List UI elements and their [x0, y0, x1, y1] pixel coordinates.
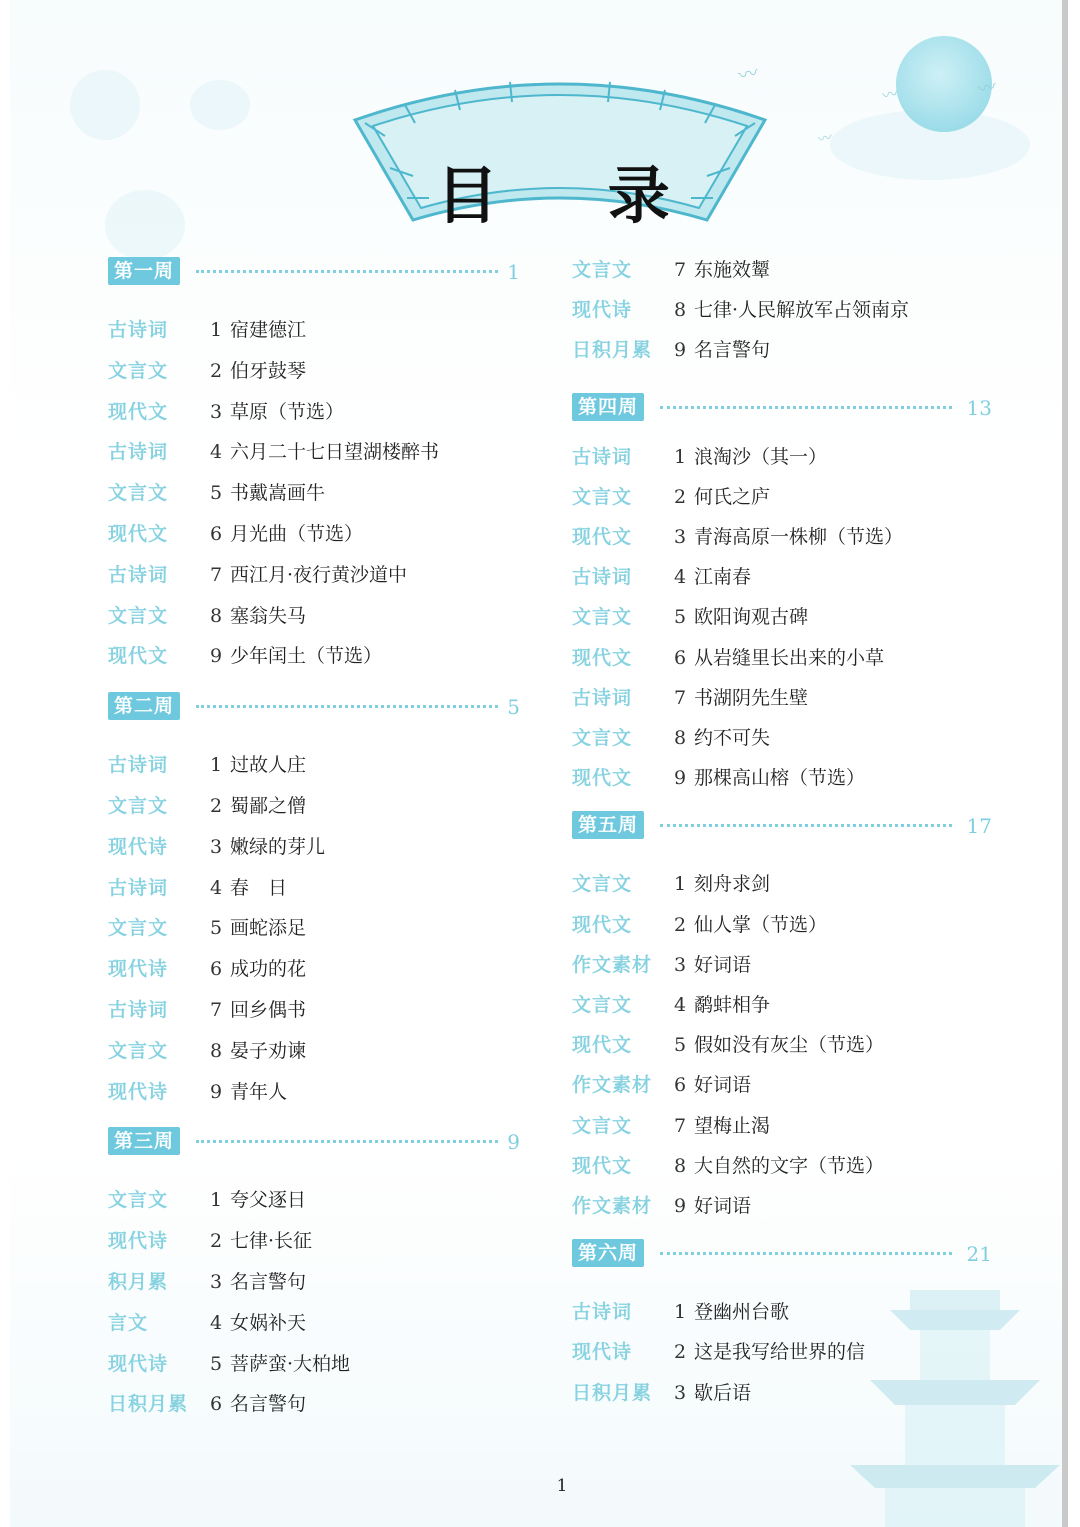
entry-number: 7	[674, 259, 687, 281]
entry-title: 成功的花	[230, 958, 307, 981]
entry-title: 少年闰土（节选）	[230, 645, 383, 668]
entry-number: 1	[210, 319, 223, 341]
category-label: 文言文	[108, 795, 169, 817]
toc-entry[interactable]	[108, 954, 520, 984]
category-label: 现代诗	[108, 958, 169, 981]
entry-number: 8	[210, 1039, 223, 1062]
category-label: 现代诗	[108, 1352, 169, 1375]
entry-title: 青海高原一株柳（节选）	[694, 526, 904, 548]
toc-entry[interactable]	[108, 601, 520, 631]
entry-title: 菩萨蛮·大柏地	[230, 1352, 351, 1375]
category-label: 古诗词	[572, 566, 633, 589]
category-label: 现代文	[572, 1154, 633, 1177]
entry-number: 9	[674, 767, 687, 790]
week-page-number: 9	[507, 1130, 520, 1155]
category-label: 现代文	[572, 1034, 633, 1057]
toc-entry[interactable]	[108, 478, 520, 508]
bird-icon: 〰	[880, 83, 901, 106]
toc-entry[interactable]	[572, 990, 992, 1020]
toc-entry[interactable]	[572, 1337, 992, 1367]
category-label: 言文	[108, 1311, 149, 1334]
toc-entry[interactable]	[108, 1185, 520, 1215]
category-label: 文言文	[572, 259, 633, 281]
toc-entry[interactable]	[572, 442, 992, 472]
week-header[interactable]	[108, 692, 520, 722]
week-header[interactable]	[108, 1127, 520, 1157]
week-header[interactable]	[572, 1239, 992, 1269]
entry-title: 大自然的文字（节选）	[694, 1154, 885, 1177]
toc-entry[interactable]	[572, 1111, 992, 1141]
toc-entry[interactable]	[108, 791, 520, 821]
entry-title: 那棵高山榕（节选）	[694, 767, 866, 790]
entry-title: 从岩缝里长出来的小草	[694, 646, 885, 669]
entry-title: 春 日	[230, 876, 288, 899]
entry-number: 6	[210, 1393, 223, 1416]
toc-entry[interactable]	[108, 1389, 520, 1419]
entry-number: 7	[674, 1114, 687, 1137]
toc-entry[interactable]	[108, 750, 520, 780]
category-label: 积月累	[108, 1271, 169, 1293]
toc-entry[interactable]	[572, 1151, 992, 1181]
entry-title: 画蛇添足	[230, 917, 307, 940]
entry-number: 3	[674, 1381, 687, 1404]
entry-number: 5	[674, 1034, 687, 1057]
entry-number: 4	[210, 876, 223, 899]
category-label: 古诗词	[108, 876, 169, 899]
entry-title: 好词语	[694, 1074, 752, 1097]
week-header[interactable]	[572, 811, 992, 841]
entry-number: 1	[210, 1189, 223, 1212]
toc-page	[10, 0, 1068, 1527]
toc-entry[interactable]	[572, 562, 992, 592]
toc-entry[interactable]	[572, 910, 992, 940]
toc-entry[interactable]	[108, 315, 520, 345]
entry-title: 仙人掌（节选）	[694, 913, 828, 936]
toc-entry[interactable]	[108, 519, 520, 549]
category-label: 文言文	[108, 917, 169, 940]
entry-number: 2	[210, 359, 223, 382]
entry-title: 登幽州台歌	[694, 1301, 790, 1324]
category-label: 现代文	[108, 400, 169, 423]
category-label: 古诗词	[108, 563, 169, 586]
toc-entry[interactable]	[572, 643, 992, 673]
entry-title: 东施效颦	[694, 259, 771, 281]
toc-entry[interactable]	[108, 832, 520, 862]
category-label: 古诗词	[572, 1301, 633, 1324]
entry-number: 9	[674, 339, 687, 362]
entry-number: 1	[674, 873, 687, 896]
category-label: 文言文	[108, 359, 169, 382]
toc-entry[interactable]	[572, 335, 992, 365]
entry-title: 过故人庄	[230, 754, 307, 777]
entry-title: 蜀鄙之僧	[230, 795, 307, 817]
leader-dots	[196, 270, 498, 273]
entry-number: 1	[674, 1301, 687, 1324]
entry-number: 3	[210, 1271, 223, 1293]
bird-icon: 〰	[976, 76, 999, 101]
toc-entry[interactable]	[108, 995, 520, 1025]
week-header[interactable]	[108, 257, 520, 287]
entry-title: 名言警句	[230, 1271, 307, 1293]
category-label: 现代文	[108, 645, 169, 668]
entry-title: 塞翁失马	[230, 604, 307, 627]
entry-number: 6	[210, 958, 223, 981]
entry-title: 夸父逐日	[230, 1189, 307, 1212]
entry-number: 5	[210, 482, 223, 505]
entry-number: 5	[674, 606, 687, 629]
category-label: 文言文	[572, 873, 633, 896]
entry-number: 9	[674, 1195, 687, 1217]
week-badge: 第四周	[572, 393, 644, 421]
week-badge: 第二周	[108, 692, 180, 720]
week-badge: 第一周	[108, 257, 180, 285]
entry-number: 7	[210, 999, 223, 1021]
category-label: 古诗词	[108, 754, 169, 777]
entry-title: 草原（节选）	[230, 400, 345, 423]
category-label: 现代诗	[108, 835, 169, 858]
category-label: 现代文	[572, 526, 633, 548]
category-label: 文言文	[108, 482, 169, 505]
category-label: 作文素材	[572, 1195, 653, 1217]
week-page-number: 1	[507, 260, 520, 284]
cloud-decoration	[105, 190, 185, 260]
entry-title: 西江月·夜行黄沙道中	[230, 563, 408, 586]
toc-entry[interactable]	[572, 723, 992, 753]
category-label: 现代诗	[572, 1341, 633, 1364]
leader-dots	[196, 705, 498, 708]
page-title: 目 录	[436, 159, 714, 232]
entry-title: 宿建德江	[230, 319, 307, 341]
category-label: 古诗词	[108, 319, 169, 341]
cloud-decoration	[190, 80, 250, 130]
page-number: 1	[556, 1476, 568, 1496]
bird-icon: 〰	[816, 129, 834, 149]
entry-number: 8	[210, 604, 223, 627]
toc-entry[interactable]	[572, 950, 992, 980]
category-label: 作文素材	[572, 1074, 653, 1097]
entry-number: 2	[674, 1341, 687, 1364]
category-label: 日积月累	[572, 1381, 653, 1404]
toc-entry[interactable]	[108, 1036, 520, 1066]
entry-number: 8	[674, 727, 687, 749]
entry-title: 书湖阴先生壁	[694, 686, 809, 709]
category-label: 文言文	[108, 1039, 169, 1062]
entry-number: 1	[210, 754, 223, 777]
entry-title: 欧阳询观古碑	[694, 606, 809, 629]
category-label: 现代文	[572, 767, 633, 790]
toc-entry[interactable]	[572, 295, 992, 325]
toc-entry[interactable]	[108, 1308, 520, 1338]
entry-title: 江南春	[694, 566, 752, 589]
category-label: 现代文	[108, 523, 169, 545]
toc-entry[interactable]	[572, 1191, 992, 1221]
entry-number: 4	[674, 566, 687, 589]
entry-number: 9	[210, 645, 223, 668]
entry-number: 8	[674, 1154, 687, 1177]
entry-title: 假如没有灰尘（节选）	[694, 1034, 885, 1057]
entry-number: 9	[210, 1080, 223, 1103]
entry-title: 青年人	[230, 1080, 288, 1103]
entry-title: 刻舟求剑	[694, 873, 771, 896]
entry-number: 2	[674, 913, 687, 936]
toc-entry[interactable]	[108, 1349, 520, 1379]
category-label: 文言文	[572, 606, 633, 629]
entry-number: 2	[210, 795, 223, 817]
toc-entry[interactable]	[108, 560, 520, 590]
entry-number: 2	[674, 485, 687, 508]
entry-number: 5	[210, 1352, 223, 1375]
leader-dots	[660, 824, 952, 827]
toc-entry[interactable]	[108, 913, 520, 943]
toc-entry[interactable]	[572, 1297, 992, 1327]
category-label: 现代诗	[108, 1080, 169, 1103]
category-label: 现代诗	[108, 1230, 169, 1253]
category-label: 现代文	[572, 646, 633, 669]
toc-entry[interactable]	[572, 763, 992, 793]
category-label: 文言文	[108, 604, 169, 627]
week-page-number: 21	[966, 1242, 992, 1267]
toc-entry[interactable]	[572, 869, 992, 899]
toc-entry[interactable]	[108, 356, 520, 386]
toc-entry[interactable]	[108, 1226, 520, 1256]
entry-title: 何氏之庐	[694, 485, 771, 508]
category-label: 作文素材	[572, 953, 653, 976]
category-label: 文言文	[572, 485, 633, 508]
entry-number: 7	[674, 686, 687, 709]
toc-entry[interactable]	[108, 437, 520, 467]
category-label: 现代文	[572, 913, 633, 936]
week-page-number: 17	[966, 814, 992, 839]
entry-title: 名言警句	[694, 339, 771, 362]
toc-entry[interactable]	[572, 482, 992, 512]
entry-number: 2	[210, 1230, 223, 1253]
category-label: 古诗词	[108, 441, 169, 464]
entry-title: 嫩绿的芽儿	[230, 835, 326, 858]
entry-title: 约不可失	[694, 727, 771, 749]
entry-title: 七律·长征	[230, 1230, 313, 1253]
entry-title: 七律·人民解放军占领南京	[694, 299, 910, 322]
entry-number: 3	[210, 400, 223, 423]
category-label: 日积月累	[572, 339, 653, 362]
week-page-number: 13	[966, 396, 992, 420]
leader-dots	[660, 1252, 952, 1255]
toc-entry[interactable]	[108, 1077, 520, 1107]
toc-entry[interactable]	[108, 1267, 520, 1297]
category-label: 文言文	[108, 1189, 169, 1212]
week-header[interactable]	[572, 393, 992, 423]
entry-title: 晏子劝谏	[230, 1039, 307, 1062]
week-badge: 第六周	[572, 1239, 644, 1267]
entry-number: 5	[210, 917, 223, 940]
toc-entry[interactable]	[108, 641, 520, 671]
entry-title: 回乡偶书	[230, 999, 307, 1021]
entry-title: 鹬蚌相争	[694, 994, 771, 1016]
entry-title: 这是我写给世界的信	[694, 1341, 866, 1364]
category-label: 现代诗	[572, 299, 633, 322]
entry-number: 1	[674, 445, 687, 468]
entry-title: 好词语	[694, 1195, 752, 1217]
cloud-decoration	[70, 70, 140, 140]
toc-entry[interactable]	[572, 255, 992, 285]
category-label: 文言文	[572, 727, 633, 749]
entry-number: 3	[210, 835, 223, 858]
entry-title: 六月二十七日望湖楼醉书	[230, 441, 440, 464]
entry-title: 望梅止渴	[694, 1114, 771, 1137]
entry-title: 名言警句	[230, 1393, 307, 1416]
entry-title: 伯牙鼓琴	[230, 359, 307, 382]
entry-number: 3	[674, 526, 687, 548]
week-badge: 第三周	[108, 1127, 180, 1155]
week-badge: 第五周	[572, 811, 644, 839]
toc-entry[interactable]	[572, 683, 992, 713]
leader-dots	[660, 406, 952, 409]
entry-number: 4	[674, 994, 687, 1016]
entry-number: 4	[210, 1311, 223, 1334]
toc-entry[interactable]	[572, 1070, 992, 1100]
entry-number: 7	[210, 563, 223, 586]
entry-number: 6	[210, 523, 223, 545]
category-label: 古诗词	[572, 445, 633, 468]
toc-entry[interactable]	[572, 1030, 992, 1060]
leader-dots	[196, 1140, 498, 1143]
bird-icon: 〰	[736, 60, 761, 88]
week-page-number: 5	[507, 695, 520, 720]
entry-title: 月光曲（节选）	[230, 523, 364, 545]
entry-number: 8	[674, 299, 687, 322]
category-label: 古诗词	[572, 686, 633, 709]
toc-entry[interactable]	[572, 522, 992, 552]
toc-entry[interactable]	[108, 873, 520, 903]
category-label: 古诗词	[108, 999, 169, 1021]
category-label: 文言文	[572, 1114, 633, 1137]
entry-number: 6	[674, 646, 687, 669]
toc-entry[interactable]	[572, 1378, 992, 1408]
entry-title: 歇后语	[694, 1381, 752, 1404]
entry-number: 6	[674, 1074, 687, 1097]
entry-title: 书戴嵩画牛	[230, 482, 326, 505]
entry-title: 浪淘沙（其一）	[694, 445, 828, 468]
toc-entry[interactable]	[108, 397, 520, 427]
entry-number: 3	[674, 953, 687, 976]
entry-number: 4	[210, 441, 223, 464]
toc-entry[interactable]	[572, 602, 992, 632]
category-label: 文言文	[572, 994, 633, 1016]
category-label: 日积月累	[108, 1393, 189, 1416]
entry-title: 好词语	[694, 953, 752, 976]
entry-title: 女娲补天	[230, 1311, 307, 1334]
